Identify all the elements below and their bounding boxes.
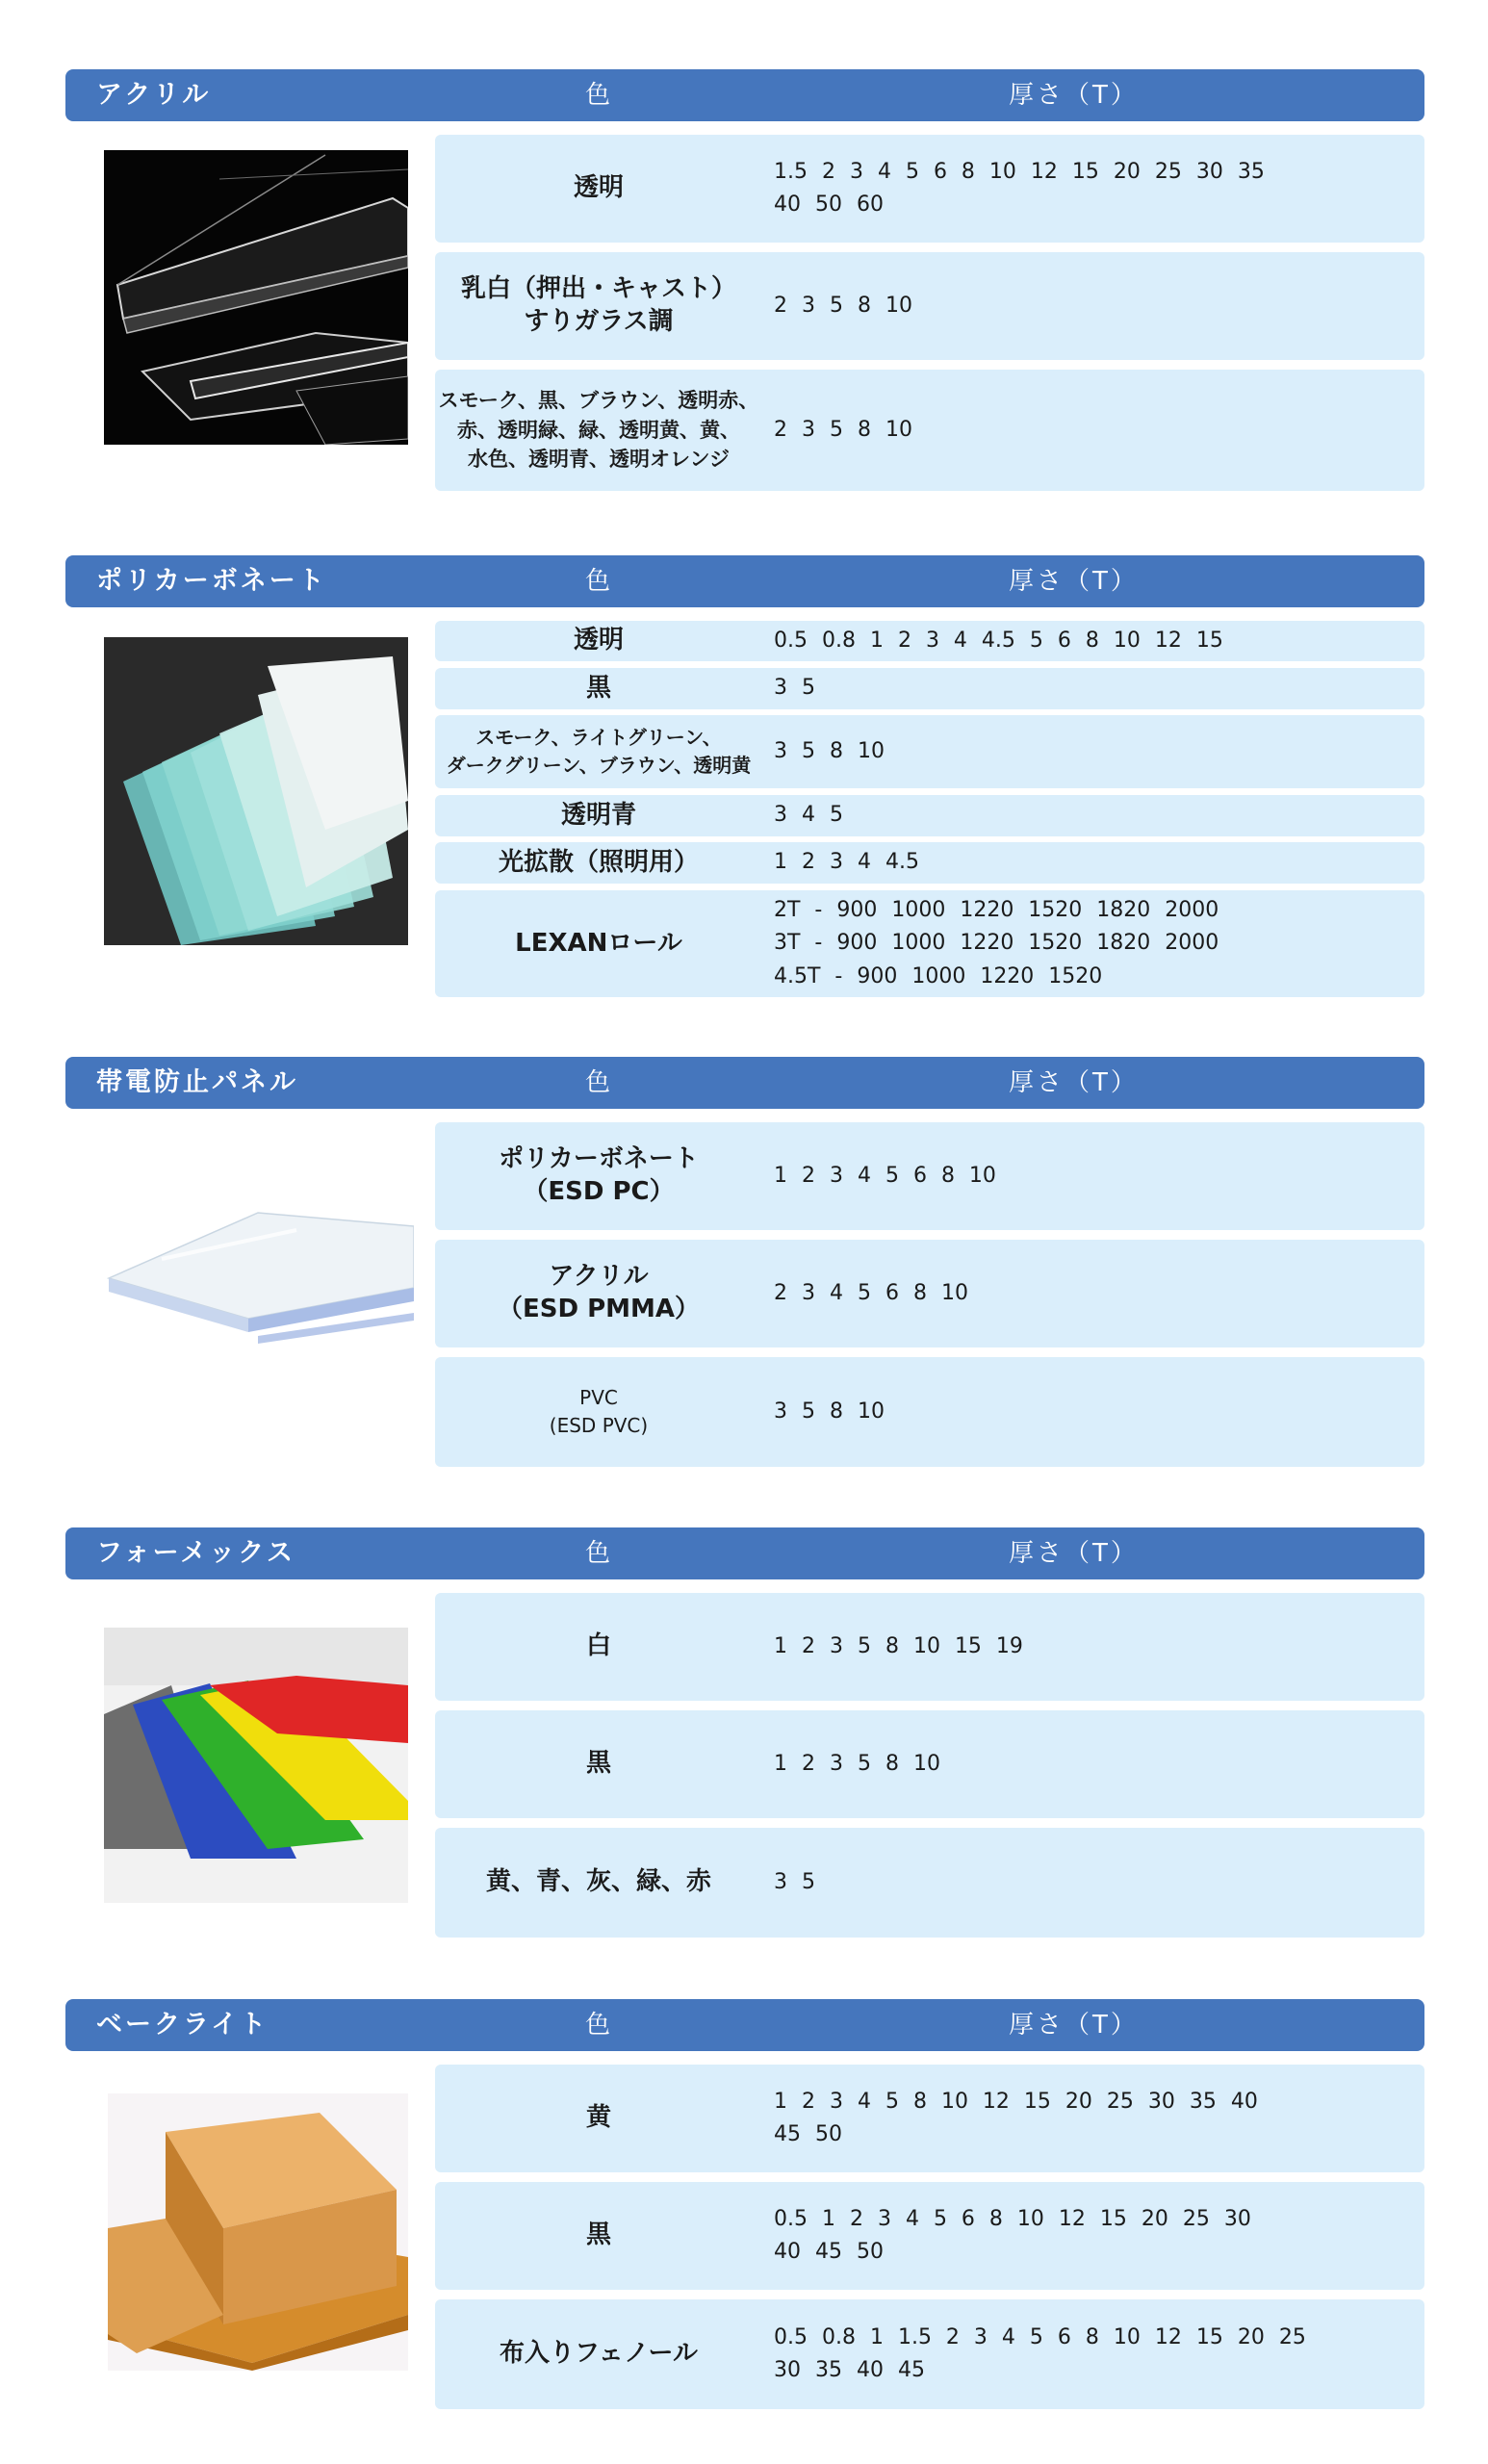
table-row (435, 621, 1424, 661)
table-row (435, 1710, 1424, 1818)
color-cell: ポリカーボネート （ESD PC） (499, 1144, 699, 1206)
thickness-cell: 3 5 (774, 1869, 815, 1894)
thickness-column-header: 厚さ（T） (1009, 1539, 1139, 1568)
section-title: フォーメックス (96, 1538, 296, 1568)
section-polycarbonate (65, 555, 1424, 998)
thickness-column-header: 厚さ（T） (1009, 1068, 1139, 1097)
thickness-cell: 1 2 3 4 5 8 10 12 15 20 25 30 35 40 45 50 (774, 2089, 1258, 2146)
thickness-cell: 1 2 3 5 8 10 (774, 1751, 940, 1776)
section-title: ベークライト (96, 2010, 269, 2040)
color-cell: 白 (585, 1631, 611, 1661)
thickness-cell: 2 3 5 8 10 (774, 417, 912, 442)
color-cell: 黄 (585, 2103, 611, 2133)
table-row (435, 1240, 1424, 1348)
color-cell: 透明青 (560, 800, 636, 830)
table-row (435, 795, 1424, 836)
table-row (435, 1828, 1424, 1938)
color-cell: スモーク、黒、ブラウン、透明赤、 赤、透明緑、緑、透明黄、黄、 水色、透明青、透明オレンジ (438, 389, 759, 472)
section-header (65, 555, 1424, 607)
thickness-cell: 2 3 4 5 6 8 10 (774, 1280, 968, 1305)
thickness-cell: 0.5 0.8 1 1.5 2 3 4 5 6 8 10 12 15 20 25 30 35 40 45 (774, 2324, 1306, 2382)
antistatic-panel-image (104, 1192, 414, 1365)
color-cell: アクリル （ESD PMMA） (497, 1262, 701, 1323)
table-row (435, 1122, 1424, 1230)
foamex-sheets-image (104, 1628, 408, 1903)
color-column-header: 色 (585, 1068, 611, 1097)
color-cell: スモーク、ライトグリーン、 ダークグリーン、ブラウン、透明黄 (446, 726, 752, 777)
thickness-cell: 3 4 5 (774, 803, 843, 828)
thickness-cell: 1 2 3 4 5 6 8 10 (774, 1163, 996, 1188)
color-cell: 光拡散（照明用） (498, 847, 699, 877)
table-row (435, 1593, 1424, 1701)
color-cell: PVC (ESD PVC) (549, 1386, 649, 1437)
color-column-header: 色 (585, 567, 611, 596)
color-column-header: 色 (585, 2011, 611, 2040)
section-bakelite (65, 1999, 1424, 2423)
thickness-cell: 3 5 (774, 676, 815, 701)
table-row (435, 890, 1424, 997)
thickness-cell: 3 5 8 10 (774, 1399, 885, 1424)
table-row (435, 2065, 1424, 2172)
section-header (65, 1999, 1424, 2051)
section-title: 帯電防止パネル (96, 1067, 298, 1097)
section-header (65, 1527, 1424, 1579)
section-title: ポリカーボネート (96, 566, 327, 596)
section-header (65, 1057, 1424, 1109)
table-row (435, 668, 1424, 709)
color-cell: 布入りフェノール (500, 2339, 698, 2369)
thickness-cell: 0.5 0.8 1 2 3 4 4.5 5 6 8 10 12 15 (774, 628, 1223, 653)
color-cell: 黄、青、灰、緑、赤 (485, 1867, 711, 1897)
section-acrylic (65, 69, 1424, 493)
table-row (435, 252, 1424, 360)
table-row (435, 842, 1424, 884)
table-row (435, 135, 1424, 243)
table-row (435, 1357, 1424, 1467)
table-row (435, 2182, 1424, 2290)
thickness-cell: 2 3 5 8 10 (774, 293, 912, 318)
color-cell: LEXANロール (515, 928, 682, 958)
thickness-column-header: 厚さ（T） (1009, 567, 1139, 596)
thickness-cell: 1 2 3 5 8 10 15 19 (774, 1633, 1023, 1658)
table-row (435, 370, 1424, 491)
color-cell: 黒 (585, 673, 611, 703)
color-cell: 透明 (573, 626, 624, 655)
section-header (65, 69, 1424, 121)
table-row (435, 2299, 1424, 2409)
thickness-column-header: 厚さ（T） (1009, 2011, 1139, 2040)
color-cell: 透明 (573, 173, 624, 203)
color-cell: 黒 (585, 1749, 611, 1779)
section-foamex (65, 1527, 1424, 1951)
color-column-header: 色 (585, 81, 611, 110)
thickness-cell: 0.5 1 2 3 4 5 6 8 10 12 15 20 25 30 40 45 50 (774, 2206, 1251, 2264)
section-antistatic-panel (65, 1057, 1424, 1471)
section-title: アクリル (96, 80, 212, 110)
thickness-cell: 3 5 8 10 (774, 738, 885, 763)
thickness-cell: 1.5 2 3 4 5 6 8 10 12 15 20 25 30 35 40 50 60 (774, 159, 1265, 217)
polycarbonate-sheets-image (104, 637, 408, 945)
color-column-header: 色 (585, 1539, 611, 1568)
color-cell: 乳白（押出・キャスト） すりガラス調 (460, 274, 736, 336)
bakelite-blocks-image (108, 2093, 408, 2371)
acrylic-sheets-image (104, 150, 408, 445)
color-cell: 黒 (585, 2220, 611, 2250)
thickness-cell: 2T - 900 1000 1220 1520 1820 2000 3T - 900 1000 1220 1520 1820 2000 4.5T - 900 1000 1220 1520 (774, 898, 1219, 988)
thickness-cell: 1 2 3 4 4.5 (774, 850, 919, 875)
table-row (435, 715, 1424, 788)
thickness-column-header: 厚さ（T） (1009, 81, 1139, 110)
